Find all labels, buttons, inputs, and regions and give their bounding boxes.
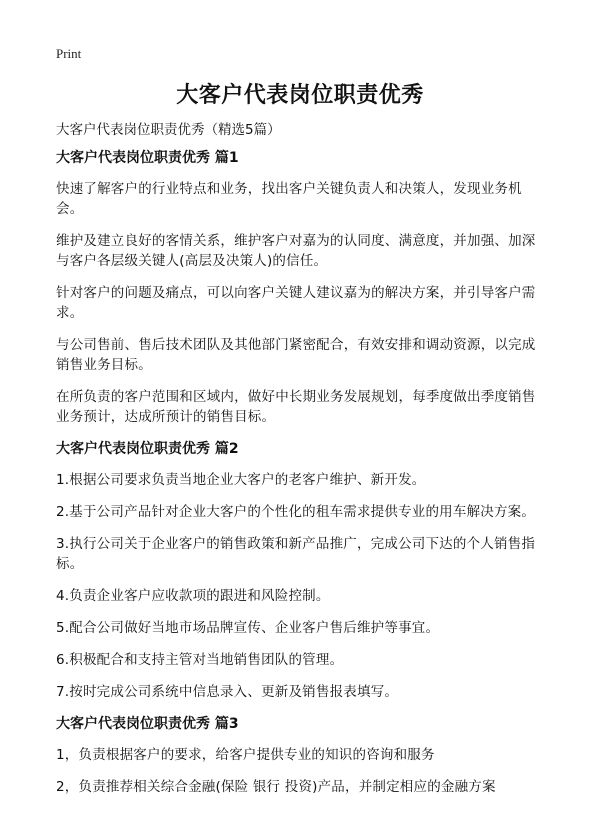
paragraph: 针对客户的问题及痛点，可以向客户关键人建议嘉为的解决方案，并引导客户需求。 <box>56 285 536 321</box>
section-heading: 大客户代表岗位职责优秀 篇3 <box>56 716 239 732</box>
paragraph: 7.按时完成公司系统中信息录入、更新及销售报表填写。 <box>56 684 399 700</box>
paragraph: 6.积极配合和支持主管对当地销售团队的管理。 <box>56 652 344 668</box>
paragraph: 4.负责企业客户应收款项的跟进和风险控制。 <box>56 588 330 604</box>
document-body <box>56 120 548 809</box>
paragraph: 1，负责根据客户的要求，给客户提供专业的知识的咨询和服务 <box>56 747 435 763</box>
paragraph: 维护及建立良好的客情关系，维护客户对嘉为的认同度、满意度，并加强、加深与客户各层级关键人(高层及决策人)的信任。 <box>56 233 536 269</box>
section-2 <box>56 439 548 702</box>
paragraph: 与公司售前、售后技术团队及其他部门紧密配合，有效安排和调动资源，以完成销售业务目标。 <box>56 337 536 373</box>
section-heading: 大客户代表岗位职责优秀 篇1 <box>56 150 239 166</box>
section-heading: 大客户代表岗位职责优秀 篇2 <box>56 441 239 457</box>
paragraph: 1.根据公司要求负责当地企业大客户的老客户维护、新开发。 <box>56 472 426 488</box>
document-subtitle: 大客户代表岗位职责优秀（精选5篇） <box>56 122 281 138</box>
paragraph: 快速了解客户的行业特点和业务，找出客户关键负责人和决策人，发现业务机会。 <box>56 181 522 217</box>
section-1 <box>56 148 548 427</box>
document-title: 大客户代表岗位职责优秀 <box>176 83 424 108</box>
paragraph: 在所负责的客户范围和区域内，做好中长期业务发展规划，每季度做出季度销售业务预计，达成所预计的销售目标。 <box>56 389 536 425</box>
print-label: Print <box>56 46 82 61</box>
paragraph: 5.配合公司做好当地市场品牌宣传、企业客户售后维护等事宜。 <box>56 620 440 636</box>
paragraph: 2.基于公司产品针对企业大客户的个性化的租车需求提供专业的用车解决方案。 <box>56 504 536 520</box>
paragraph: 2，负责推荐相关综合金融(保险 银行 投资)产品，并制定相应的金融方案 <box>56 779 496 795</box>
section-3 <box>56 714 548 797</box>
paragraph: 3.执行公司关于企业客户的销售政策和新产品推广，完成公司下达的个人销售指标。 <box>56 536 536 572</box>
